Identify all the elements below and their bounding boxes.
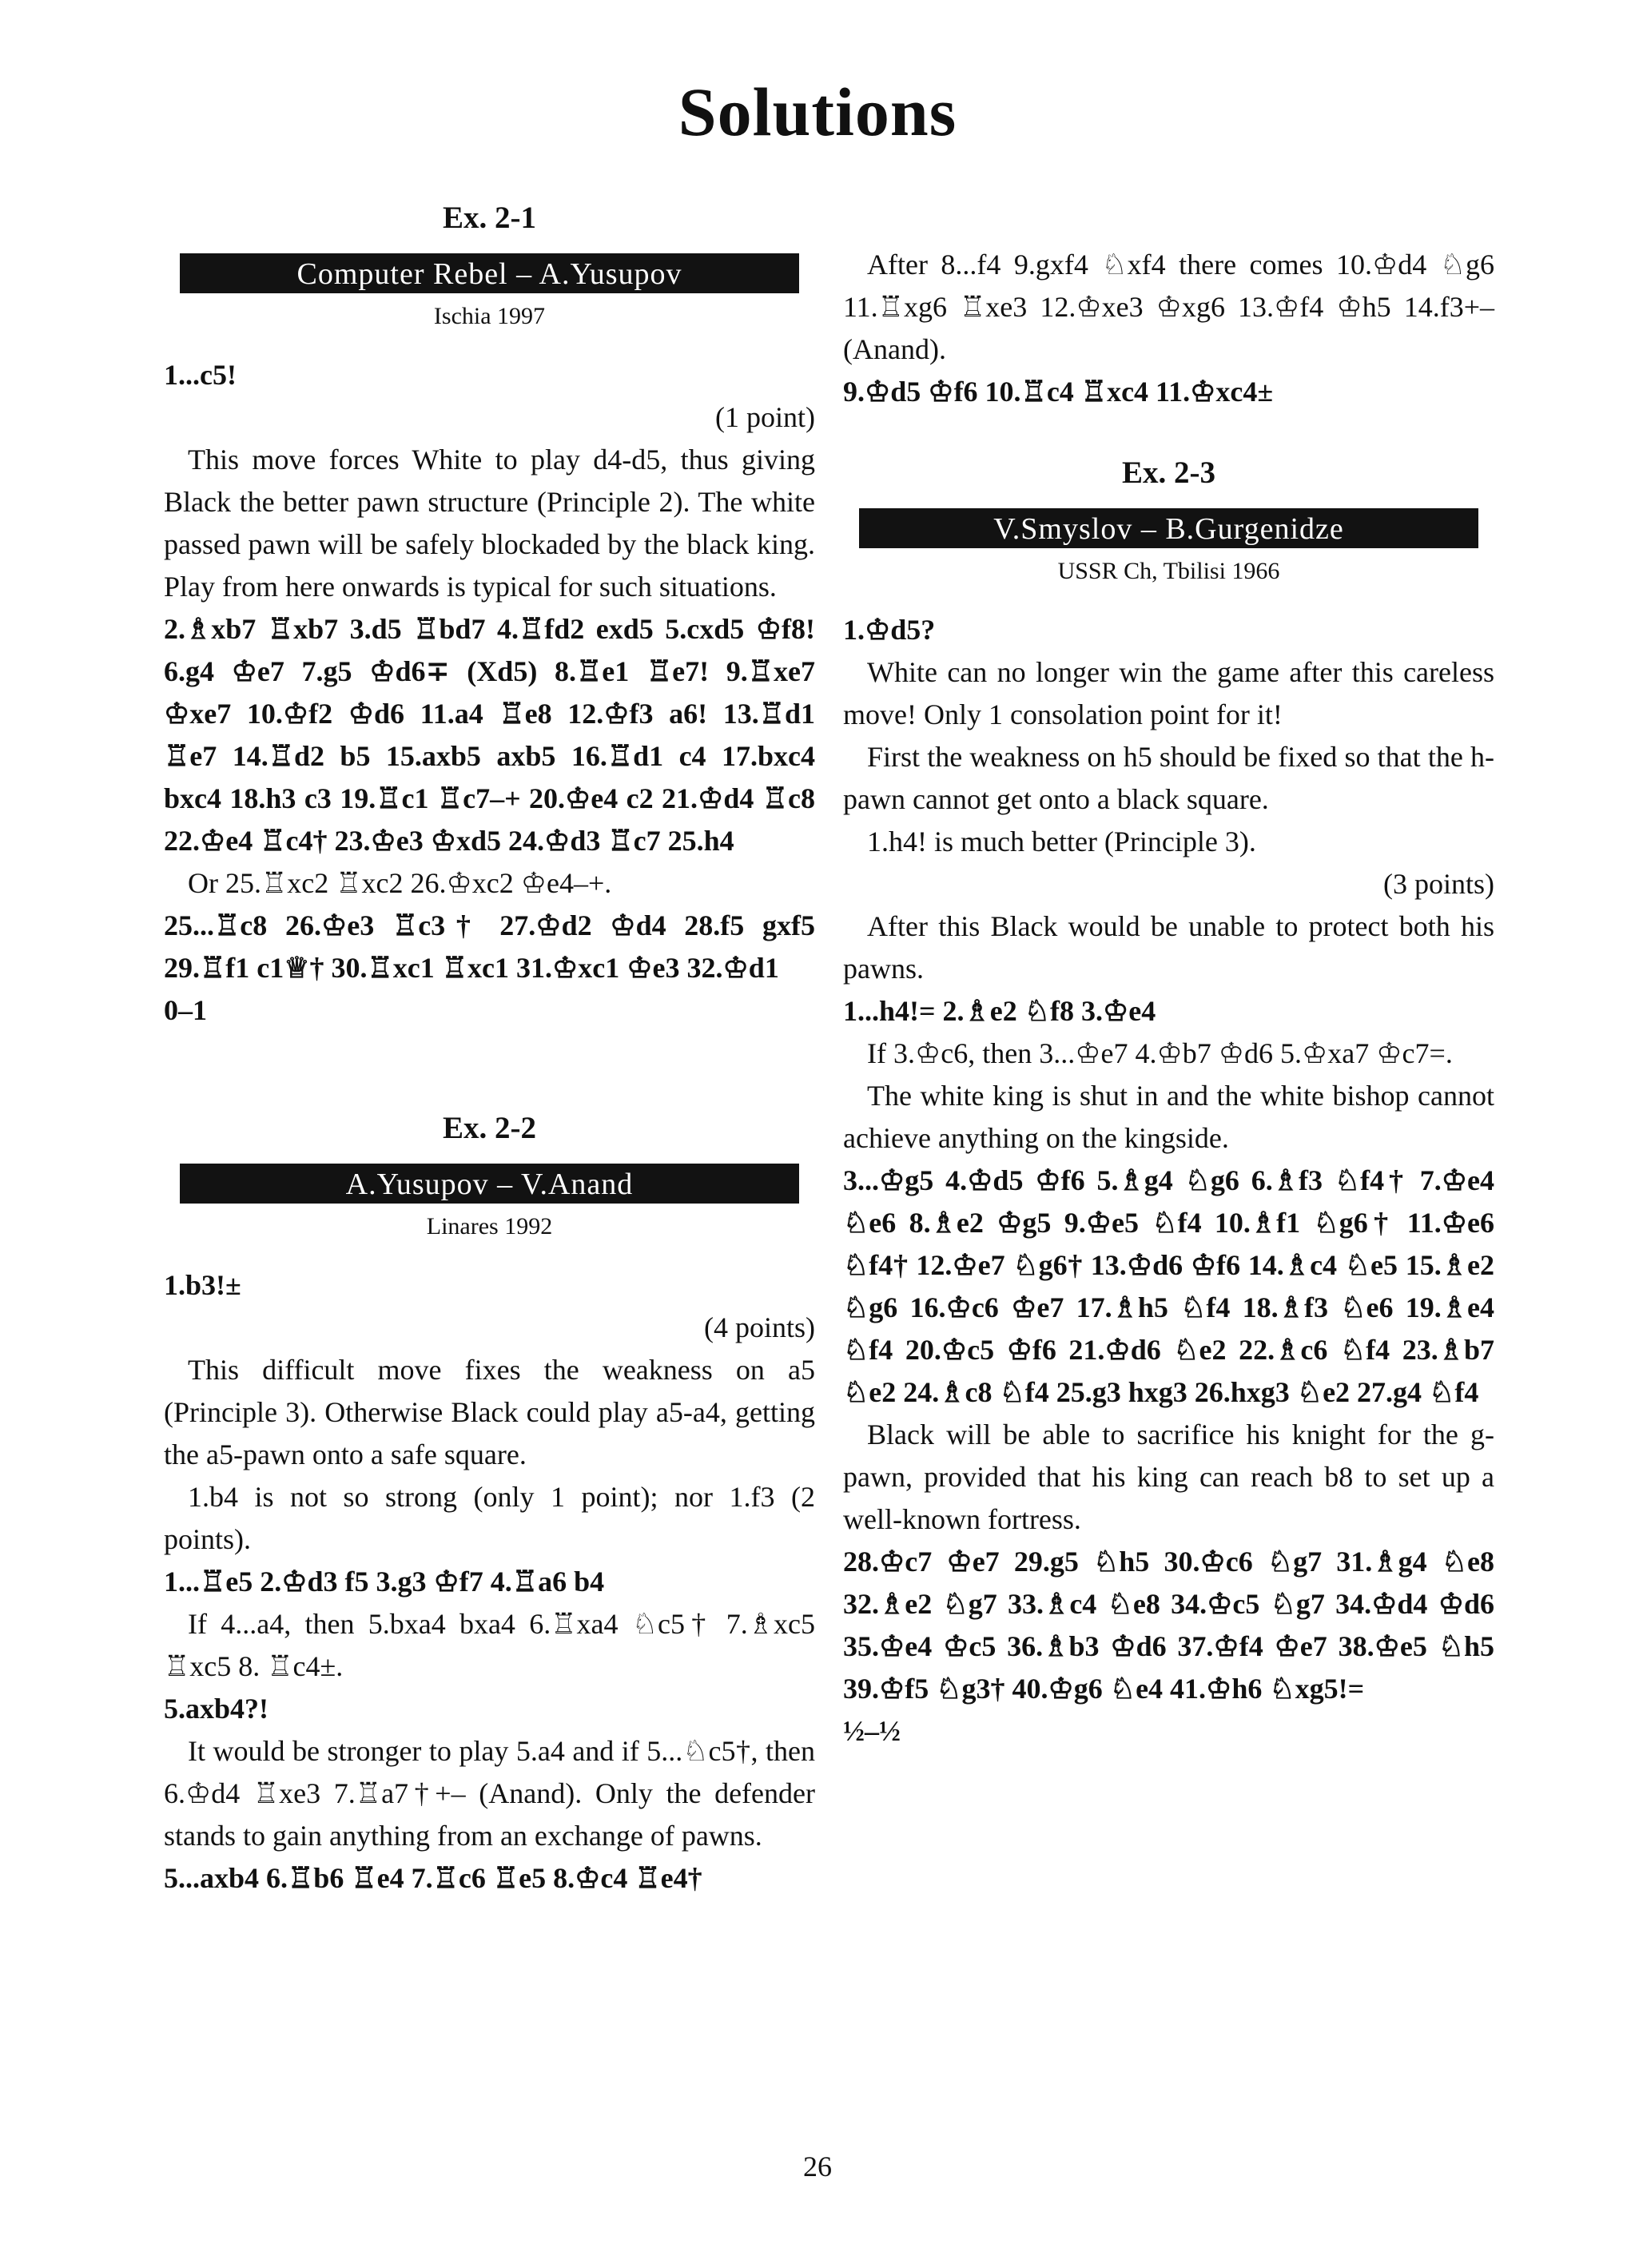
variation-note: It would be stronger to play 5.a4 and if 5...♘c5†, then 6.♔d4 ♖xe3 7.♖a7†+– (Anand). Only the defender stands to gain anything from an exchange of pawns. xyxy=(164,1735,815,1852)
explanation: This difficult move fixes the weakness on a5 (Principle 3). Otherwise Black could play a5-a4, getting the a5-pawn onto a safe square. xyxy=(164,1354,815,1470)
variation-note: After this Black would be unable to protect both his pawns. xyxy=(843,910,1494,985)
exercise-heading: Ex. 2-3 xyxy=(1122,456,1215,490)
key-move: 1.b3!± xyxy=(164,1269,241,1301)
page-title: Solutions xyxy=(678,74,957,150)
game-banner: A.Yusupov – V.Anand xyxy=(180,1164,799,1204)
move-sequence: 9.♔d5 ♔f6 10.♖c4 ♖xc4 11.♔xc4± xyxy=(843,376,1274,408)
move-sequence: 2.♗xb7 ♖xb7 3.d5 ♖bd7 4.♖fd2 exd5 5.cxd5 ♔f8! 6.g4 ♔e7 7.g5 ♔d6∓ (Xd5) 8.♖e1 ♖e7! 9.♖xe7 ♔xe7 10.♔f2 ♔d6 11.a4 ♖e8 12.♔f3 a6! 13.♖d1 ♖e7 14.♖d2 b5 15.axb5 axb5 16.♖d1 c4 17.bxc4 bxc4 18.h3 c3 19.♖c1 ♖c7–+ 20.♔e4 c2 21.♔d4 ♖c8 22.♔e4 ♖c4† 23.♔e3 ♔xd5 24.♔d3 ♖c7 25.h4 xyxy=(164,613,815,857)
exercise-heading: Ex. 2-2 xyxy=(443,1111,536,1145)
variation-note: 1.b4 is not so strong (only 1 point); nor 1.f3 (2 points). xyxy=(164,1481,815,1555)
move-sequence: 28.♔c7 ♔e7 29.g5 ♘h5 30.♔c6 ♘g7 31.♗g4 ♘e8 32.♗e2 ♘g7 33.♗c4 ♘e8 34.♔c5 ♘g7 34.♔d4 ♔d6 35.♔e4 ♔c5 36.♗b3 ♔d6 37.♔f4 ♔e7 38.♔e5 ♘h5 39.♔f5 ♘g3† 40.♔g6 ♘e4 41.♔h6 ♘xg5!= xyxy=(843,1546,1494,1705)
move-sequence: 3...♔g5 4.♔d5 ♔f6 5.♗g4 ♘g6 6.♗f3 ♘f4† 7.♔e4 ♘e6 8.♗e2 ♔g5 9.♔e5 ♘f4 10.♗f1 ♘g6† 11.♔e6 ♘f4† 12.♔e7 ♘g6† 13.♔d6 ♔f6 14.♗c4 ♘e5 15.♗e2 ♘g6 16.♔c6 ♔e7 17.♗h5 ♘f4 18.♗f3 ♘e6 19.♗e4 ♘f4 20.♔c5 ♔f6 21.♔d6 ♘e2 22.♗c6 ♘f4 23.♗b7 ♘e2 24.♗c8 ♘f4 25.g3 hxg3 26.hxg3 ♘e2 27.g4 ♘f4 xyxy=(843,1164,1494,1408)
move-sequence: 5...axb4 6.♖b6 ♖e4 7.♖c6 ♖e5 8.♔c4 ♖e4† xyxy=(164,1862,702,1894)
variation-note: After 8...f4 9.gxf4 ♘xf4 there comes 10.♔d4 ♘g6 11.♖xg6 ♖xe3 12.♔xe3 ♔xg6 13.♔f4 ♔h5 14.f3+– (Anand). xyxy=(843,249,1494,365)
points: (3 points) xyxy=(1383,868,1494,900)
variation-note: First the weakness on h5 should be fixed so that the h-pawn cannot get onto a black square. xyxy=(843,741,1494,815)
points: (1 point) xyxy=(715,401,815,433)
move-sequence: 5.axb4?! xyxy=(164,1693,269,1725)
game-result: 0–1 xyxy=(164,994,207,1026)
move-sequence: 1...h4!= 2.♗e2 ♘f8 3.♔e4 xyxy=(843,995,1156,1027)
explanation: White can no longer win the game after this careless move! Only 1 consolation point for it! xyxy=(843,656,1494,730)
game-venue: Linares 1992 xyxy=(426,1213,553,1239)
variation-note: 1.h4! is much better (Principle 3). xyxy=(867,826,1256,857)
variation-note: If 3.♔c6, then 3...♔e7 4.♔b7 ♔d6 5.♔xa7 ♔c7=. xyxy=(867,1037,1453,1069)
variation-note: If 4...a4, then 5.bxa4 bxa4 6.♖xa4 ♘c5† 7.♗xc5 ♖xc5 8. ♖c4±. xyxy=(164,1608,815,1682)
page-number: 26 xyxy=(803,2151,832,2182)
variation-note: The white king is shut in and the white bishop cannot achieve anything on the kingside. xyxy=(843,1080,1494,1154)
game-banner: Computer Rebel – A.Yusupov xyxy=(180,253,799,293)
game-result: ½–½ xyxy=(843,1715,901,1747)
right-column xyxy=(843,244,1494,1753)
move-sequence: 1...♖e5 2.♔d3 f5 3.g3 ♔f7 4.♖a6 b4 xyxy=(164,1566,605,1598)
game-venue: USSR Ch, Tbilisi 1966 xyxy=(1057,558,1280,584)
points: (4 points) xyxy=(704,1311,815,1343)
game-venue: Ischia 1997 xyxy=(433,303,546,329)
left-column xyxy=(164,200,815,1900)
explanation: This move forces White to play d4-d5, thus giving Black the better pawn structure (Principle 2). The white passed pawn will be safely blockaded by the black king. Play from here onwards is typical for such situations. xyxy=(164,444,815,603)
game-banner: V.Smyslov – B.Gurgenidze xyxy=(859,508,1478,548)
variation-note: Black will be able to sacrifice his knight for the g-pawn, provided that his king can reach b8 to set up a well-known fortress. xyxy=(843,1418,1494,1535)
key-move: 1.♔d5? xyxy=(843,614,936,646)
key-move: 1...c5! xyxy=(164,359,237,391)
exercise-heading: Ex. 2-1 xyxy=(443,201,536,235)
variation-note: Or 25.♖xc2 ♖xc2 26.♔xc2 ♔e4–+. xyxy=(188,867,612,899)
move-sequence: 25...♖c8 26.♔e3 ♖c3† 27.♔d2 ♔d4 28.f5 gxf5 29.♖f1 c1♕† 30.♖xc1 ♖xc1 31.♔xc1 ♔e3 32.♔d1 xyxy=(164,909,815,984)
